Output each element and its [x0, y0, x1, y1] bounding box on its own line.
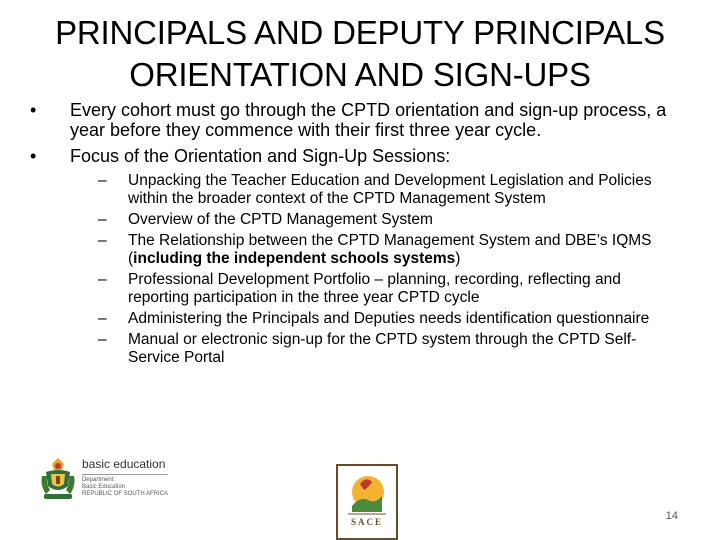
title-line-1: PRINCIPALS AND DEPUTY PRINCIPALS [55, 14, 665, 51]
dbe-name: basic education [82, 457, 166, 471]
sub-bullet-marker: – [98, 211, 107, 228]
sub-bullet-list [98, 172, 683, 367]
sub-bullet-marker: – [98, 232, 107, 249]
sub-bullet-text-start: The Relationship between the CPTD Management System and DBE’s IQMS ( [128, 232, 652, 267]
sub-bullet-marker: – [98, 331, 107, 348]
sub-bullet-text: Manual or electronic sign-up for the CPTD system through the CPTD Self-Service Portal [128, 331, 637, 366]
slide-body [30, 100, 690, 370]
sub-bullet-item [98, 331, 683, 367]
sub-bullet-marker: – [98, 310, 107, 327]
sub-bullet-text [128, 232, 652, 267]
sub-bullet-text: Professional Development Portfolio – planning, recording, reflecting and reporting participation in the three year CPTD cycle [128, 271, 621, 306]
coat-of-arms-icon [38, 456, 78, 502]
sub-bullet-text: Overview of the CPTD Management System [128, 211, 433, 228]
dbe-wordmark [82, 458, 168, 498]
sub-bullet-item [98, 211, 683, 229]
dbe-line-1: Department: [82, 474, 168, 484]
bullet-item [30, 100, 690, 140]
sub-bullet-item [98, 271, 683, 307]
slide-title [20, 12, 700, 96]
sace-emblem-icon [338, 466, 396, 538]
sace-logo [336, 464, 398, 540]
sace-letters: SACE [350, 517, 384, 527]
sub-bullet-item [98, 172, 683, 208]
sub-bullet-text: Unpacking the Teacher Education and Development Legislation and Policies within the broader context of the CPTD Management System [128, 172, 652, 207]
bullet-marker: • [30, 100, 37, 120]
footer-logos [0, 450, 720, 540]
sub-bullet-marker: – [98, 271, 107, 288]
bullet-marker: • [30, 146, 37, 166]
title-line-2: ORIENTATION AND SIGN-UPS [129, 56, 591, 93]
sub-bullet-item [98, 310, 683, 328]
bullet-item [30, 146, 690, 166]
dbe-logo [38, 456, 178, 504]
dbe-line-2: Basic Education [82, 484, 126, 490]
sub-bullet-text-end: ) [455, 250, 461, 267]
sub-bullet-text-bold: including the independent schools systems [133, 250, 456, 267]
sub-bullet-item [98, 232, 683, 268]
sub-bullet-marker: – [98, 172, 107, 189]
page-number: 14 [665, 510, 678, 522]
dbe-line-3: REPUBLIC OF SOUTH AFRICA [82, 491, 169, 497]
bullet-text: Focus of the Orientation and Sign-Up Sessions: [70, 146, 451, 166]
bullet-text: Every cohort must go through the CPTD orientation and sign-up process, a year before they commence with their first three year cycle. [70, 100, 667, 140]
sub-bullet-text: Administering the Principals and Deputies needs identification questionnaire [128, 310, 650, 327]
